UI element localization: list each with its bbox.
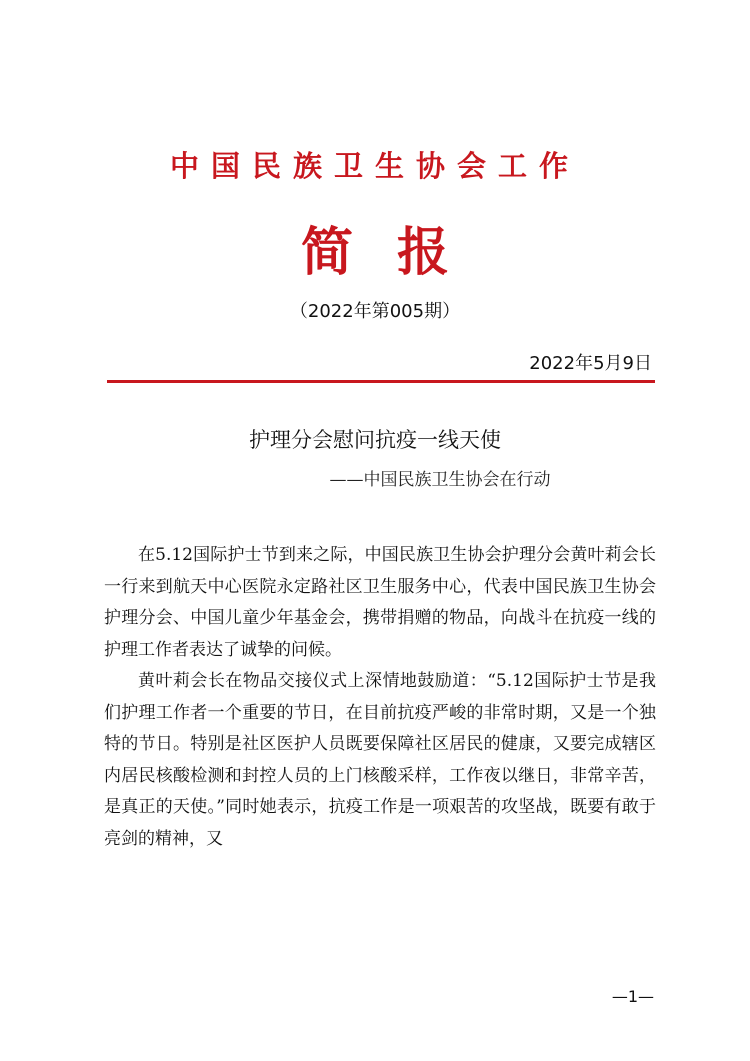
organization-name: 中国民族卫生协会工作 bbox=[169, 149, 580, 183]
article-body bbox=[104, 540, 656, 855]
article-paragraph: 黄叶莉会长在物品交接仪式上深情地鼓励道：“5.12国际护士节是我们护理工作者一个重要的节日，在目前抗疫严峻的非常时期，又是一个独特的节日。特别是社区医护人员既要保障社区居民的健康，又要完成辖区内居民核酸检测和封控人员的上门核酸采样，工作夜以继日，非常辛苦，是真正的天使。”同时她表示，抗疫工作是一项艰苦的攻坚战，既要有敢于亮剑的精神，又 bbox=[104, 671, 656, 849]
article-paragraph: 在5.12国际护士节到来之际，中国民族卫生协会护理分会黄叶莉会长一行来到航天中心医院永定路社区卫生服务中心，代表中国民族卫生协会护理分会、中国儿童少年基金会，携带捐赠的物品，向战斗在抗疫一线的护理工作者表达了诚挚的问候。 bbox=[104, 545, 656, 660]
page-number: —1— bbox=[611, 987, 654, 1006]
red-divider-line bbox=[107, 380, 655, 383]
publication-title: 简报 bbox=[300, 222, 493, 283]
article-title: 护理分会慰问抗疫一线天使 bbox=[249, 428, 501, 452]
issue-date: 2022年5月9日 bbox=[529, 353, 652, 374]
issue-number: （2022年第005期） bbox=[289, 301, 461, 322]
article-subtitle: ——中国民族卫生协会在行动 bbox=[329, 470, 551, 490]
